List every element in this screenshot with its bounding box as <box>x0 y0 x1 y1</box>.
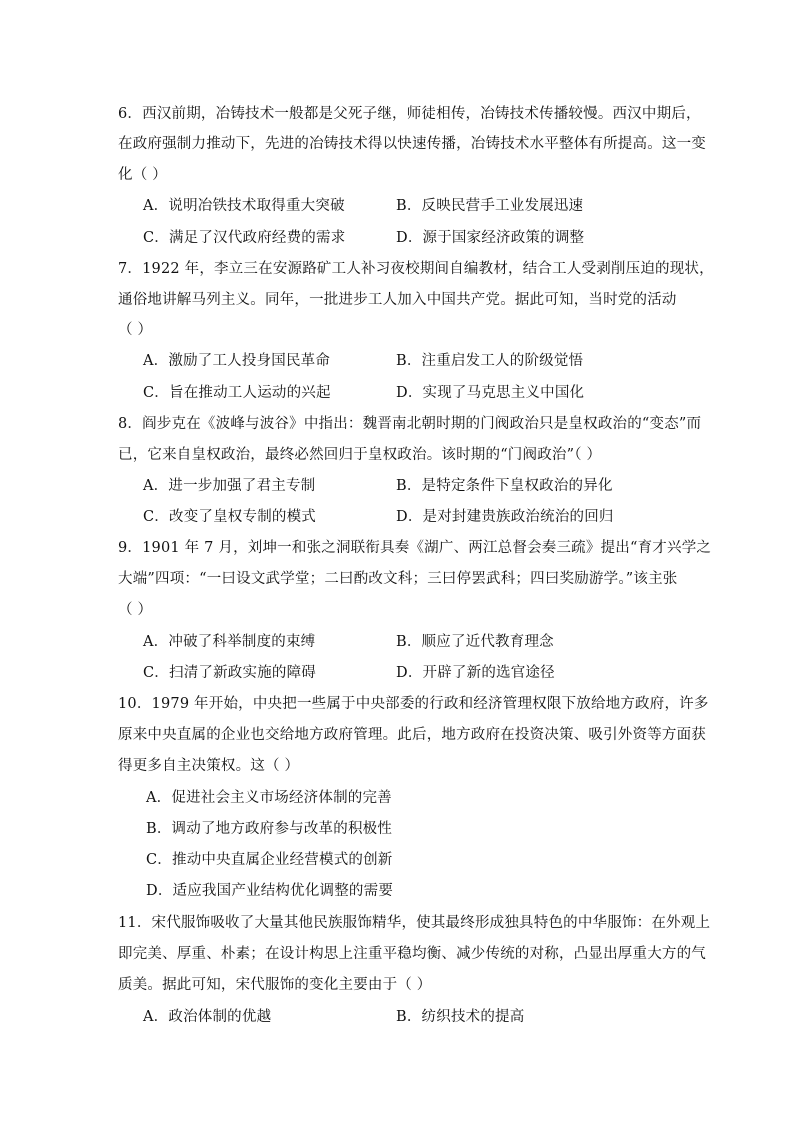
question-stem-line: 6．西汉前期，冶铸技术一般都是父死子继，师徒相传，冶铸技术传播较慢。西汉中期后， <box>118 106 701 122</box>
option-d: D．实现了马克思主义中国化 <box>396 385 585 401</box>
question-stem-line: 得更多自主决策权。这（ ） <box>118 758 300 774</box>
question-stem-line: 通俗地讲解马列主义。同年，一批进步工人加入中国共产党。据此可知，当时党的活动 <box>118 292 677 308</box>
question-stem-line: 9．1901 年 7 月，刘坤一和张之洞联衔具奏《湖广、两江总督会奏三疏》提出“育才兴学之 <box>118 540 712 556</box>
question-stem-line: 8．阎步克在《波峰与波谷》中指出：魏晋南北朝时期的门阀政治只是皇权政治的“变态”而 <box>118 416 702 432</box>
option-a: A．激励了工人投身国民革命 <box>143 353 331 369</box>
option-b: B．纺织技术的提高 <box>396 1009 525 1025</box>
question-stem-line: 10．1979 年开始，中央把一些属于中央部委的行政和经济管理权限下放给地方政府，许多 <box>118 696 709 712</box>
option-d: D．源于国家经济政策的调整 <box>396 230 585 246</box>
option-a: A．冲破了科举制度的束缚 <box>143 634 316 650</box>
option-c: C．旨在推动工人运动的兴起 <box>143 385 331 401</box>
option-a: A．进一步加强了君主专制 <box>143 478 316 494</box>
option-b: B．调动了地方政府参与改革的积极性 <box>146 821 393 837</box>
question-stem-line: 大端”四项：“一曰设文武学堂；二曰酌改文科；三曰停罢武科；四曰奖励游学。”该主张 <box>118 571 678 587</box>
option-a: A．促进社会主义市场经济体制的完善 <box>146 790 392 806</box>
option-c: C．扫清了新政实施的障碍 <box>143 665 316 681</box>
option-a: A．说明冶铁技术取得重大突破 <box>143 198 345 214</box>
question-stem-line: 化（ ） <box>118 167 167 183</box>
option-b: B．反映民营手工业发展迅速 <box>396 198 584 214</box>
question-stem-line: 即完美、厚重、朴素；在设计构思上注重平稳均衡、减少传统的对称，凸显出厚重大方的气 <box>118 946 706 962</box>
question-stem-line: 原来中央直属的企业也交给地方政府管理。此后，地方政府在投资决策、吸引外资等方面获 <box>118 727 706 743</box>
option-a: A．政治体制的优越 <box>143 1009 272 1025</box>
option-c: C．推动中央直属企业经营模式的创新 <box>146 852 393 868</box>
question-stem-line: 已，它来自皇权政治，最终必然回归于皇权政治。该时期的“门阀政治”（ ） <box>118 447 602 463</box>
option-b: B．注重启发工人的阶级觉悟 <box>396 353 584 369</box>
question-stem-line: 7．1922 年，李立三在安源路矿工人补习夜校期间自编教材，结合工人受剥削压迫的现状， <box>118 261 714 277</box>
option-c: C．满足了汉代政府经费的需求 <box>143 230 346 246</box>
option-d: D．是对封建贵族政治统治的回归 <box>396 509 614 525</box>
question-stem-line: 质美。据此可知，宋代服饰的变化主要由于（ ） <box>118 977 432 993</box>
question-stem-line: （ ） <box>118 322 153 338</box>
question-stem-line: 在政府强制力推动下，先进的冶铸技术得以快速传播，冶铸技术水平整体有所提高。这一变 <box>118 136 706 152</box>
option-d: D．适应我国产业结构优化调整的需要 <box>146 883 394 899</box>
option-b: B．是特定条件下皇权政治的异化 <box>396 478 613 494</box>
question-stem-line: （ ） <box>118 602 153 618</box>
option-b: B．顺应了近代教育理念 <box>396 634 554 650</box>
option-c: C．改变了皇权专制的模式 <box>143 509 316 525</box>
question-stem-line: 11．宋代服饰吸收了大量其他民族服饰精华，使其最终形成独具特色的中华服饰：在外观上 <box>118 915 711 931</box>
option-d: D．开辟了新的选官途径 <box>396 665 555 681</box>
